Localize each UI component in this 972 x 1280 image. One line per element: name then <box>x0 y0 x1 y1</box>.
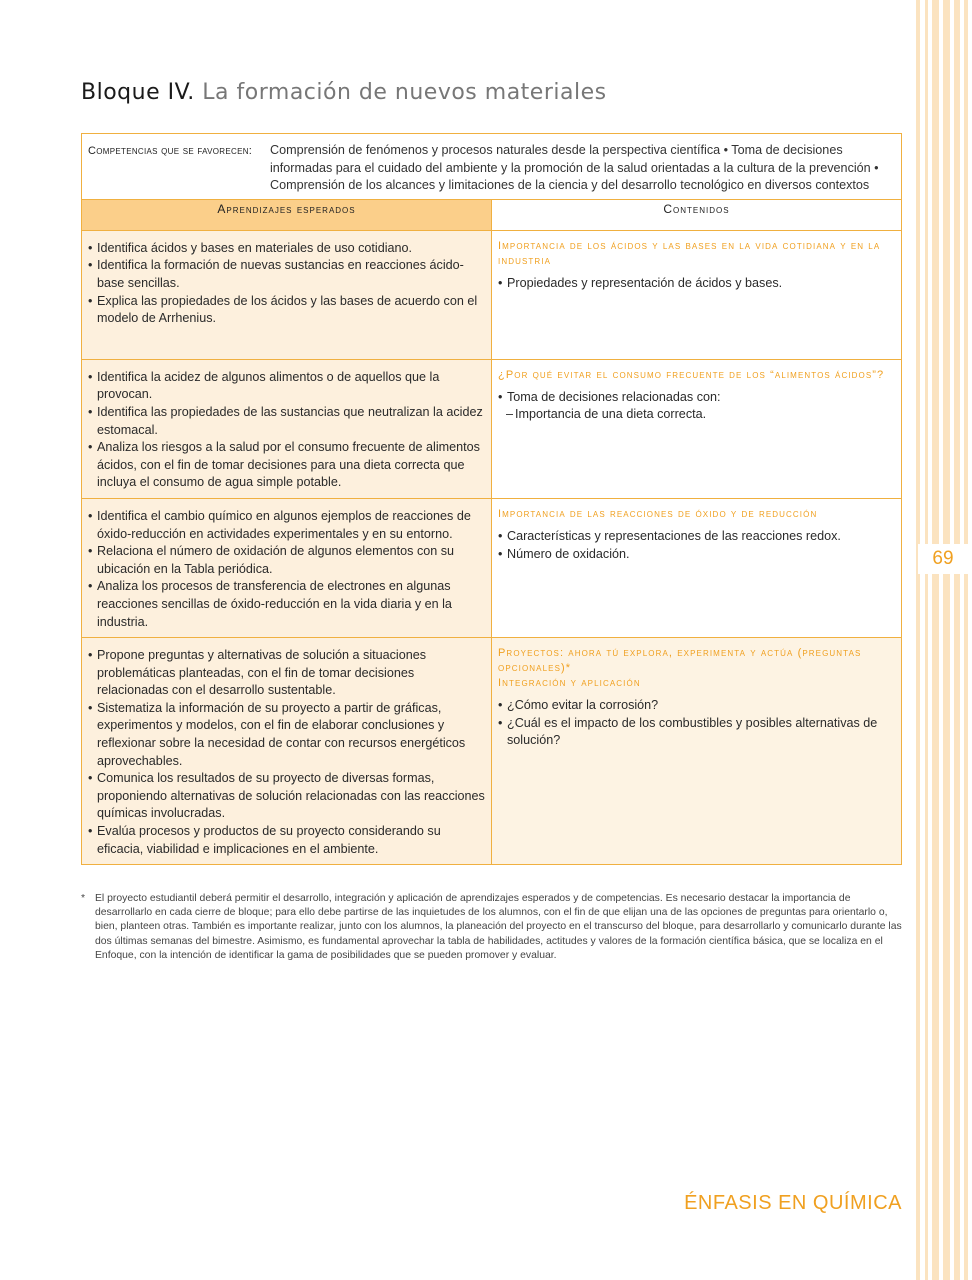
list-subitem: – Importancia de una dieta correcta. <box>498 406 895 424</box>
curriculum-table <box>81 133 902 865</box>
list-item: • Identifica ácidos y bases en materiales de uso cotidiano. <box>88 240 485 258</box>
footer-subject: ÉNFASIS EN QUÍMICA <box>684 1192 902 1214</box>
aprendizajes-cell <box>82 498 492 637</box>
competencias-label: Competencias que se favorecen: <box>88 145 253 157</box>
list-item: • Relaciona el número de oxidación de algunos elementos con su ubicación en la Tabla periódica. <box>88 543 485 578</box>
list-item: • Identifica las propiedades de las sustancias que neutralizan la acidez estomacal. <box>88 404 485 439</box>
table-row <box>82 498 902 637</box>
contenidos-cell <box>492 638 902 865</box>
footnote <box>81 892 902 963</box>
contenidos-cell <box>492 230 902 359</box>
table-row <box>82 359 902 498</box>
contenidos-cell <box>492 498 902 637</box>
aprendizajes-cell <box>82 359 492 498</box>
competencias-cell <box>82 134 902 200</box>
table-row <box>82 230 902 359</box>
section-heading: Importancia de los ácidos y las bases en la vida cotidiana y en la industria <box>498 239 881 267</box>
list-item: • Toma de decisiones relacionadas con: <box>498 389 895 407</box>
section-heading: Proyectos: ahora tú explora, experimenta y actúa (preguntas opcionales)* <box>498 647 862 675</box>
header-contenidos: Contenidos <box>492 199 902 230</box>
list-item: • Identifica la formación de nuevas sustancias en reacciones ácido-base sencillas. <box>88 257 485 292</box>
list-item: • Propone preguntas y alternativas de solución a situaciones problemáticas planteadas, con el fin de tomar decisiones relacionadas con el desarrollo sustentable. <box>88 647 485 700</box>
list-item: • ¿Cuál es el impacto de los combustibles y posibles alternativas de solución? <box>498 715 895 750</box>
aprendizajes-cell <box>82 638 492 865</box>
list-item: • ¿Cómo evitar la corrosión? <box>498 697 895 715</box>
contenidos-cell <box>492 359 902 498</box>
side-stripes <box>912 0 972 1280</box>
title-subject: La formación de nuevos materiales <box>202 80 607 105</box>
list-item: • Sistematiza la información de su proyecto a partir de gráficas, experimentos y modelos, con el fin de elaborar conclusiones y reflexionar sobre la necesidad de contar con recursos energéticos aprovechables. <box>88 700 485 770</box>
list-item: • Evalúa procesos y productos de su proyecto considerando su eficacia, viabilidad e implicaciones en el ambiente. <box>88 823 485 858</box>
list-item: • Número de oxidación. <box>498 546 895 564</box>
table-row <box>82 638 902 865</box>
list-item: • Analiza los riesgos a la salud por el consumo frecuente de alimentos ácidos, con el fin de tomar decisiones para una dieta correcta que incluya el consumo de agua simple potable. <box>88 439 485 492</box>
footnote-text: El proyecto estudiantil deberá permitir el desarrollo, integración y aplicación de aprendizajes esperados y de competencias. Es necesario destacar la importancia de desarrollarlo en cada cierre de bloque; para ello debe partirse de las inquietudes de los alumnos, con el fin de que elijan una de las opciones de preguntas para orientarlo o, bien, planteen otras. También es importante realizar, junto con los alumnos, la planeación del proyecto en el transcurso del bloque, para desarrollarlo y comunicarlo durante las dos últimas semanas del bimestre. Asimismo, es fundamental aprovechar la tabla de habilidades, actitudes y valores de la formación científica básica, que se localiza en el Enfoque, con la intención de identificar la gama de posibilidades que se pueden promover y evaluar. <box>95 893 902 961</box>
page-title <box>81 80 607 105</box>
list-item: • Identifica la acidez de algunos alimentos o de aquellos que la provocan. <box>88 369 485 404</box>
footnote-marker: * <box>81 893 86 904</box>
aprendizajes-cell <box>82 230 492 359</box>
page-number: 69 <box>918 544 968 574</box>
list-item: • Analiza los procesos de transferencia de electrones en algunas reacciones sencillas de óxido-reducción en la vida diaria y en la industria. <box>88 578 485 631</box>
section-subheading: Integración y aplicación <box>498 677 641 690</box>
header-aprendizajes: Aprendizajes esperados <box>82 199 492 230</box>
title-block: Bloque IV. <box>81 80 195 105</box>
list-item: • Identifica el cambio químico en algunos ejemplos de reacciones de óxido-reducción en actividades experimentales y en su entorno. <box>88 508 485 543</box>
list-item: • Propiedades y representación de ácidos y bases. <box>498 275 895 293</box>
section-heading: Importancia de las reacciones de óxido y de reducción <box>498 507 818 520</box>
section-heading: ¿Por qué evitar el consumo frecuente de los “alimentos ácidos”? <box>498 368 885 381</box>
competencias-text: Comprensión de fenómenos y procesos naturales desde la perspectiva científica • Toma de decisiones informadas para el cuidado del ambiente y la promoción de la salud orientadas a la cultura de la prevención • Comprensión de los alcances y limitaciones de la ciencia y del desarrollo tecnológico en diversos contextos <box>270 143 879 193</box>
list-item: • Explica las propiedades de los ácidos y las bases de acuerdo con el modelo de Arrhenius. <box>88 293 485 328</box>
list-item: • Comunica los resultados de su proyecto de diversas formas, proponiendo alternativas de solución relacionadas con las reacciones químicas involucradas. <box>88 770 485 823</box>
list-item: • Características y representaciones de las reacciones redox. <box>498 528 895 546</box>
